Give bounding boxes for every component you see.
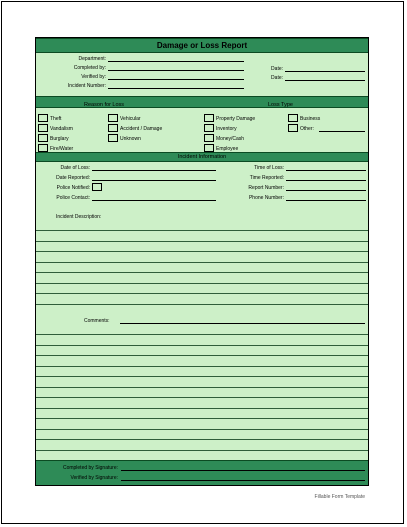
- other-field[interactable]: [319, 131, 365, 132]
- form-title: Damage or Loss Report: [36, 38, 368, 53]
- completed-by-field[interactable]: [108, 70, 244, 71]
- date-of-loss-label: Date of Loss:: [60, 165, 90, 171]
- date-of-loss-field[interactable]: [92, 170, 216, 171]
- ruled-line: [36, 418, 368, 419]
- phone-number-field[interactable]: [286, 200, 366, 201]
- completed-signature-label: Completed by Signature:: [62, 465, 118, 471]
- inventory-checkbox[interactable]: [204, 124, 214, 132]
- comments-label: Comments:: [84, 318, 110, 324]
- ruled-line: [36, 262, 368, 263]
- ruled-line: [36, 251, 368, 252]
- incident-number-field[interactable]: [108, 88, 244, 89]
- property-damage-label: Property Damage: [216, 116, 256, 122]
- ruled-line: [36, 408, 368, 409]
- page: [1, 1, 404, 524]
- other-checkbox[interactable]: [288, 124, 298, 132]
- ruled-line: [36, 230, 368, 231]
- date-field-1[interactable]: [285, 71, 365, 72]
- department-label: Department:: [78, 56, 106, 62]
- date-field-2[interactable]: [285, 80, 365, 81]
- phone-number-label: Phone Number:: [248, 195, 284, 201]
- unknown-checkbox[interactable]: [108, 134, 118, 142]
- employee-checkbox[interactable]: [204, 144, 214, 152]
- property-damage-checkbox[interactable]: [204, 114, 214, 122]
- ruled-line: [36, 376, 368, 377]
- inventory-label: Inventory: [216, 126, 237, 132]
- vehicular-label: Vehicular: [120, 116, 141, 122]
- verified-signature-field[interactable]: [121, 480, 365, 481]
- ruled-line: [36, 429, 368, 430]
- department-field[interactable]: [108, 61, 244, 62]
- ruled-line: [36, 450, 368, 451]
- time-of-loss-field[interactable]: [286, 170, 366, 171]
- date-label-2: Date:: [271, 75, 283, 81]
- fire-water-checkbox[interactable]: [38, 144, 48, 152]
- vandalism-label: Vandalism: [50, 126, 73, 132]
- signature-bar: [36, 460, 368, 486]
- theft-checkbox[interactable]: [38, 114, 48, 122]
- police-contact-field[interactable]: [92, 200, 216, 201]
- incident-description-label: Incident Description:: [56, 214, 102, 220]
- business-label: Business: [300, 116, 321, 122]
- unknown-label: Unknown: [120, 136, 141, 142]
- report-number-field[interactable]: [286, 190, 366, 191]
- verified-by-field[interactable]: [108, 79, 244, 80]
- business-checkbox[interactable]: [288, 114, 298, 122]
- ruled-line: [36, 439, 368, 440]
- incident-number-label: Incident Number:: [67, 83, 106, 89]
- verified-signature-label: Verified by Signature:: [70, 475, 118, 481]
- ruled-line: [36, 241, 368, 242]
- footer-text: Fillable Form Template: [314, 494, 365, 500]
- ruled-line: [36, 304, 368, 305]
- reason-title: Reason for Loss: [84, 102, 125, 108]
- ruled-line: [36, 397, 368, 398]
- vehicular-checkbox[interactable]: [108, 114, 118, 122]
- employee-label: Employee: [216, 146, 239, 152]
- money-cash-checkbox[interactable]: [204, 134, 214, 142]
- theft-label: Theft: [50, 116, 62, 122]
- fire-water-label: Fire/Water: [50, 146, 74, 152]
- ruled-line: [36, 366, 368, 367]
- accident-damage-checkbox[interactable]: [108, 124, 118, 132]
- ruled-line: [36, 272, 368, 273]
- time-reported-field[interactable]: [286, 180, 366, 181]
- comments-first-line[interactable]: [120, 323, 365, 324]
- time-reported-label: Time Reported:: [249, 175, 284, 181]
- ruled-line: [36, 283, 368, 284]
- ruled-line: [36, 345, 368, 346]
- ruled-line: [36, 293, 368, 294]
- reason-section-bar: [36, 96, 368, 108]
- verified-by-label: Verified by:: [81, 74, 106, 80]
- completed-by-label: Completed by:: [73, 65, 106, 71]
- other-label: Other:: [300, 126, 314, 132]
- time-of-loss-label: Time of Loss:: [254, 165, 284, 171]
- burglary-label: Burglary: [50, 136, 69, 142]
- date-label-1: Date:: [271, 66, 283, 72]
- report-number-label: Report Number:: [248, 185, 284, 191]
- date-reported-label: Date Reported:: [56, 175, 90, 181]
- police-notified-checkbox[interactable]: [92, 183, 102, 191]
- date-reported-field[interactable]: [92, 180, 216, 181]
- police-contact-label: Police Contact:: [56, 195, 90, 201]
- damage-loss-form: [35, 37, 369, 486]
- accident-damage-label: Accident / Damage: [120, 126, 163, 132]
- ruled-line: [36, 355, 368, 356]
- incident-section-title: Incident Information: [177, 154, 227, 160]
- loss-type-title: Loss Type: [268, 102, 293, 108]
- ruled-line: [36, 387, 368, 388]
- police-notified-label: Police Notified:: [56, 185, 90, 191]
- burglary-checkbox[interactable]: [38, 134, 48, 142]
- vandalism-checkbox[interactable]: [38, 124, 48, 132]
- ruled-line: [36, 334, 368, 335]
- incident-section-bar: [36, 152, 368, 162]
- money-cash-label: Money/Cash: [216, 136, 245, 142]
- completed-signature-field[interactable]: [121, 470, 365, 471]
